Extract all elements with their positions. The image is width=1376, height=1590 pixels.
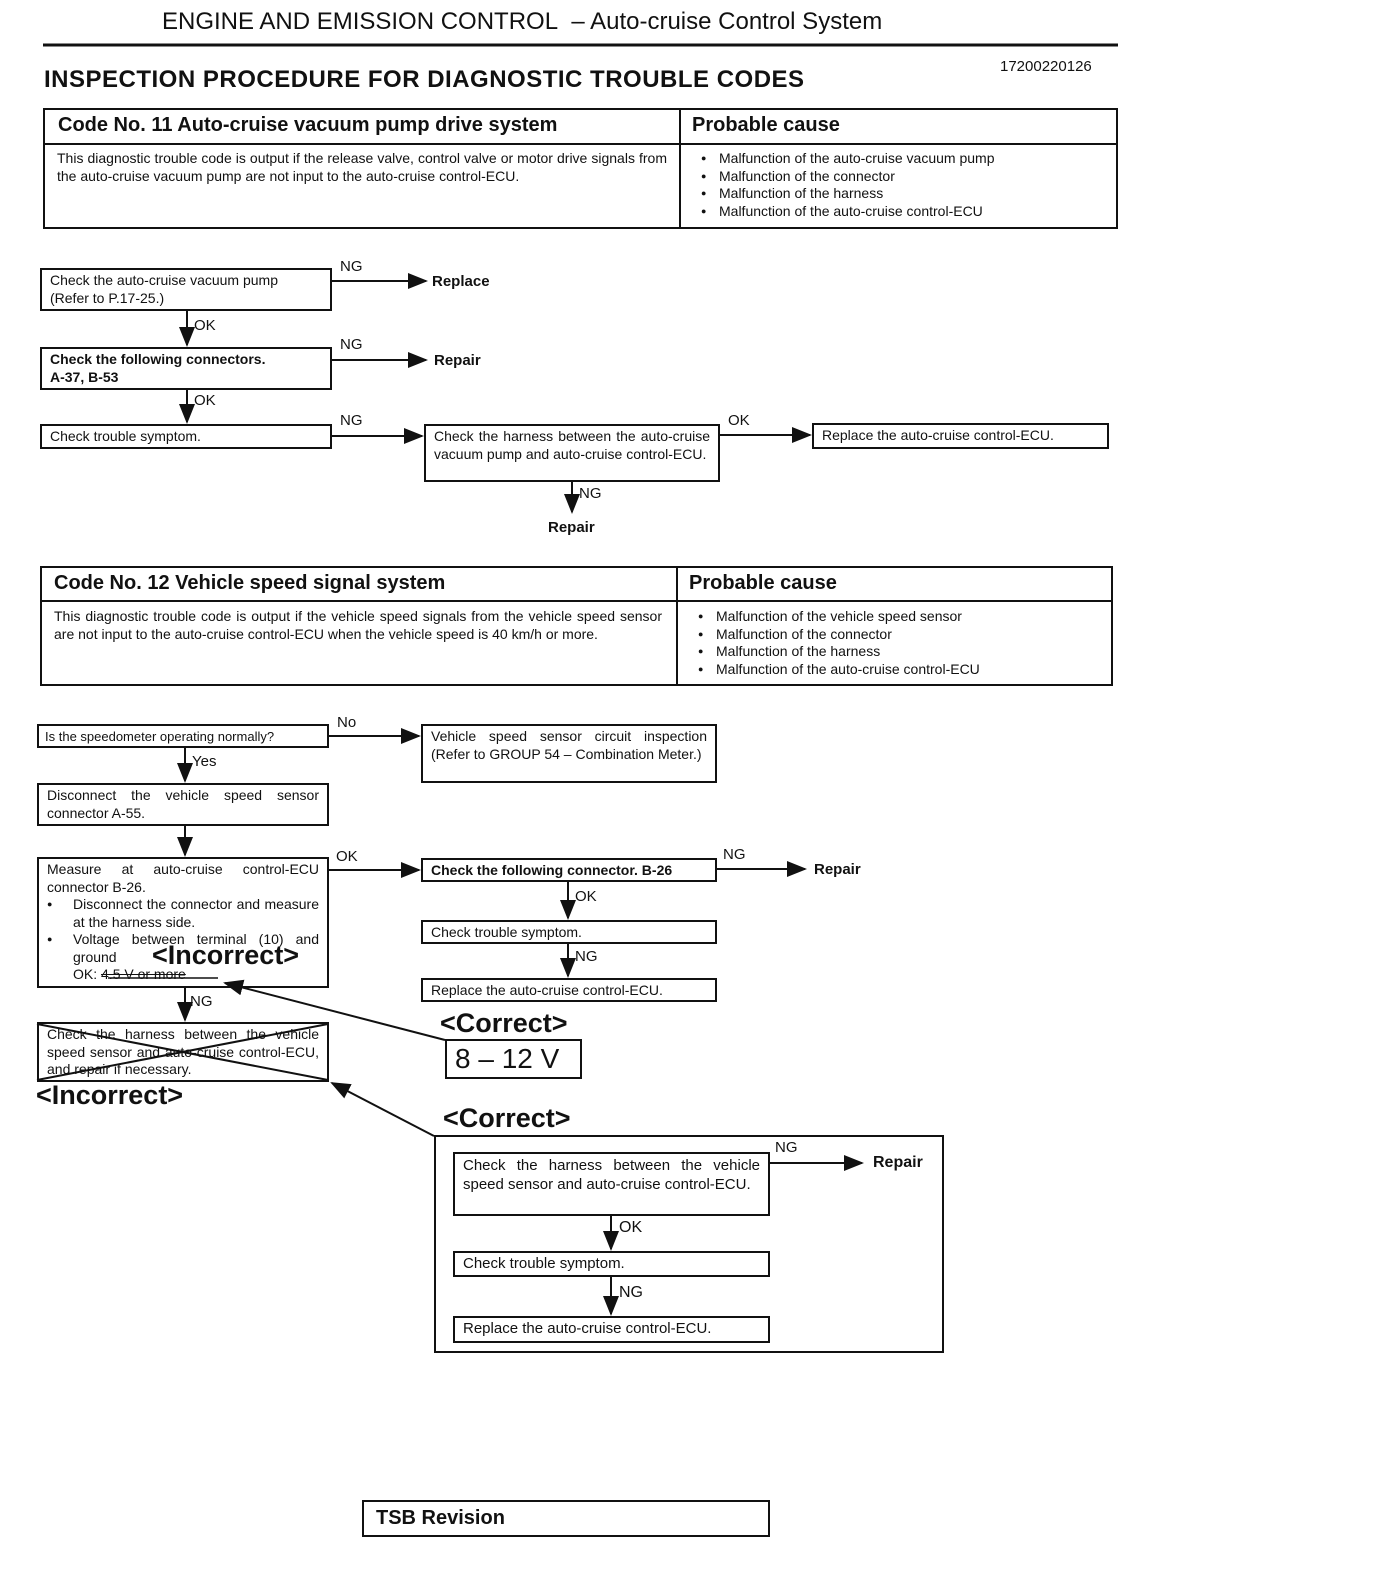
ng-label: NG (619, 1284, 643, 1301)
step-disconnect-sensor: Disconnect the vehicle speed sensor connector A-55. (37, 783, 329, 826)
code12-description: This diagnostic trouble code is output if the vehicle speed signals from the vehicle speed sensor are not input to the auto-cruise control-ECU when the vehicle speed is 40 km/h or more. (54, 608, 662, 642)
ng-label: NG (575, 948, 598, 965)
ng-label: NG (579, 485, 602, 502)
cause-item: ● Malfunction of the harness (716, 643, 1096, 661)
ng-label: NG (723, 846, 746, 863)
code11-causes (699, 150, 1099, 220)
ok-label: OK (194, 317, 216, 334)
correction-pointer (332, 1083, 434, 1136)
step-check-harness-crossed: Check the harness between the vehicle speed sensor and auto-cruise control-ECU, and repair if necessary. (37, 1022, 329, 1082)
tsb-revision-box: TSB Revision (362, 1500, 770, 1537)
ok-label: OK (336, 848, 358, 865)
header-section: ENGINE AND EMISSION CONTROL (162, 8, 559, 35)
ok-label: OK (194, 392, 216, 409)
step-check-connector-b26: Check the following connector. B-26 (421, 858, 717, 882)
code12-cause-title: Probable cause (689, 572, 837, 594)
code11-description: This diagnostic trouble code is output if the release valve, control valve or motor drive signals from the auto-cruise vacuum pump are not input to the auto-cruise control-ECU. (57, 150, 667, 184)
cause-item: ● Malfunction of the connector (716, 626, 1096, 644)
cause-item: ● Malfunction of the harness (719, 185, 1099, 203)
ng-label: NG (340, 412, 363, 429)
step-check-symptom: Check trouble symptom. (421, 920, 717, 944)
result-replace: Replace (432, 273, 490, 290)
incorrect-value: 4.5 V or more (101, 966, 186, 982)
step-check-harness: Check the harness between the auto-cruise vacuum pump and auto-cruise control-ECU. (424, 424, 720, 482)
step-speed-sensor-inspection: Vehicle speed sensor circuit inspection (Refer to GROUP 54 – Combination Meter.) (421, 724, 717, 783)
ng-label: NG (340, 336, 363, 353)
correct-value-box: 8 – 12 V (445, 1039, 582, 1079)
code12-title: Code No. 12 Vehicle speed signal system (54, 572, 446, 594)
incorrect-annotation: <Incorrect> (36, 1080, 184, 1110)
step-check-connectors: Check the following connectors. A-37, B-53 (40, 347, 332, 390)
ng-label: NG (775, 1139, 798, 1156)
step-replace-ecu-corrected: Replace the auto-cruise control-ECU. (453, 1316, 770, 1343)
step-check-symptom-corrected: Check trouble symptom. (453, 1251, 770, 1277)
cause-item: ● Malfunction of the vehicle speed sensor (716, 608, 1096, 626)
result-repair: Repair (873, 1154, 923, 1171)
code11-table (43, 108, 1118, 229)
step-replace-ecu: Replace the auto-cruise control-ECU. (421, 978, 717, 1002)
incorrect-annotation: <Incorrect> (152, 940, 300, 970)
ng-label: NG (340, 258, 363, 275)
step-speedometer-question: Is the speedometer operating normally? (37, 724, 329, 748)
step-check-harness-corrected: Check the harness between the vehicle speed sensor and auto-cruise control-ECU. (453, 1152, 770, 1216)
cause-item: ● Malfunction of the auto-cruise control-ECU (719, 203, 1099, 221)
result-repair: Repair (548, 519, 595, 536)
ok-label: OK (619, 1219, 643, 1236)
result-repair: Repair (814, 861, 861, 878)
code12-table (40, 566, 1113, 686)
no-label: No (337, 714, 357, 731)
result-repair: Repair (434, 352, 481, 369)
cause-item: ● Malfunction of the auto-cruise control-ECU (716, 661, 1096, 679)
header-title (162, 8, 882, 36)
page-title: INSPECTION PROCEDURE FOR DIAGNOSTIC TROUBLE CODES (44, 66, 805, 93)
cause-item: ● Malfunction of the connector (719, 168, 1099, 186)
correct-annotation: <Correct> (443, 1103, 571, 1133)
code12-causes (696, 608, 1096, 678)
step-check-vacuum-pump: Check the auto-cruise vacuum pump (Refer to P.17-25.) (40, 268, 332, 311)
step-check-symptom: Check trouble symptom. (40, 424, 332, 449)
step-replace-ecu: Replace the auto-cruise control-ECU. (812, 423, 1109, 449)
ok-label: OK (575, 888, 597, 905)
step-measure-ecu: Measure at auto-cruise control-ECU connector B-26. ● Disconnect the connector and measure at the harness side. ● Voltage between terminal (10) and ground OK: 4.5 V or more (37, 857, 329, 988)
cause-item: ● Malfunction of the auto-cruise vacuum pump (719, 150, 1099, 168)
ng-label: NG (190, 993, 213, 1010)
yes-label: Yes (192, 753, 217, 770)
code11-cause-title: Probable cause (692, 114, 840, 136)
doc-number: 17200220126 (1000, 58, 1092, 75)
code11-title: Code No. 11 Auto-cruise vacuum pump drive system (58, 114, 558, 136)
ok-label: OK (728, 412, 750, 429)
header-subsection: – Auto-cruise Control System (571, 8, 883, 35)
correct-annotation: <Correct> (440, 1008, 568, 1038)
